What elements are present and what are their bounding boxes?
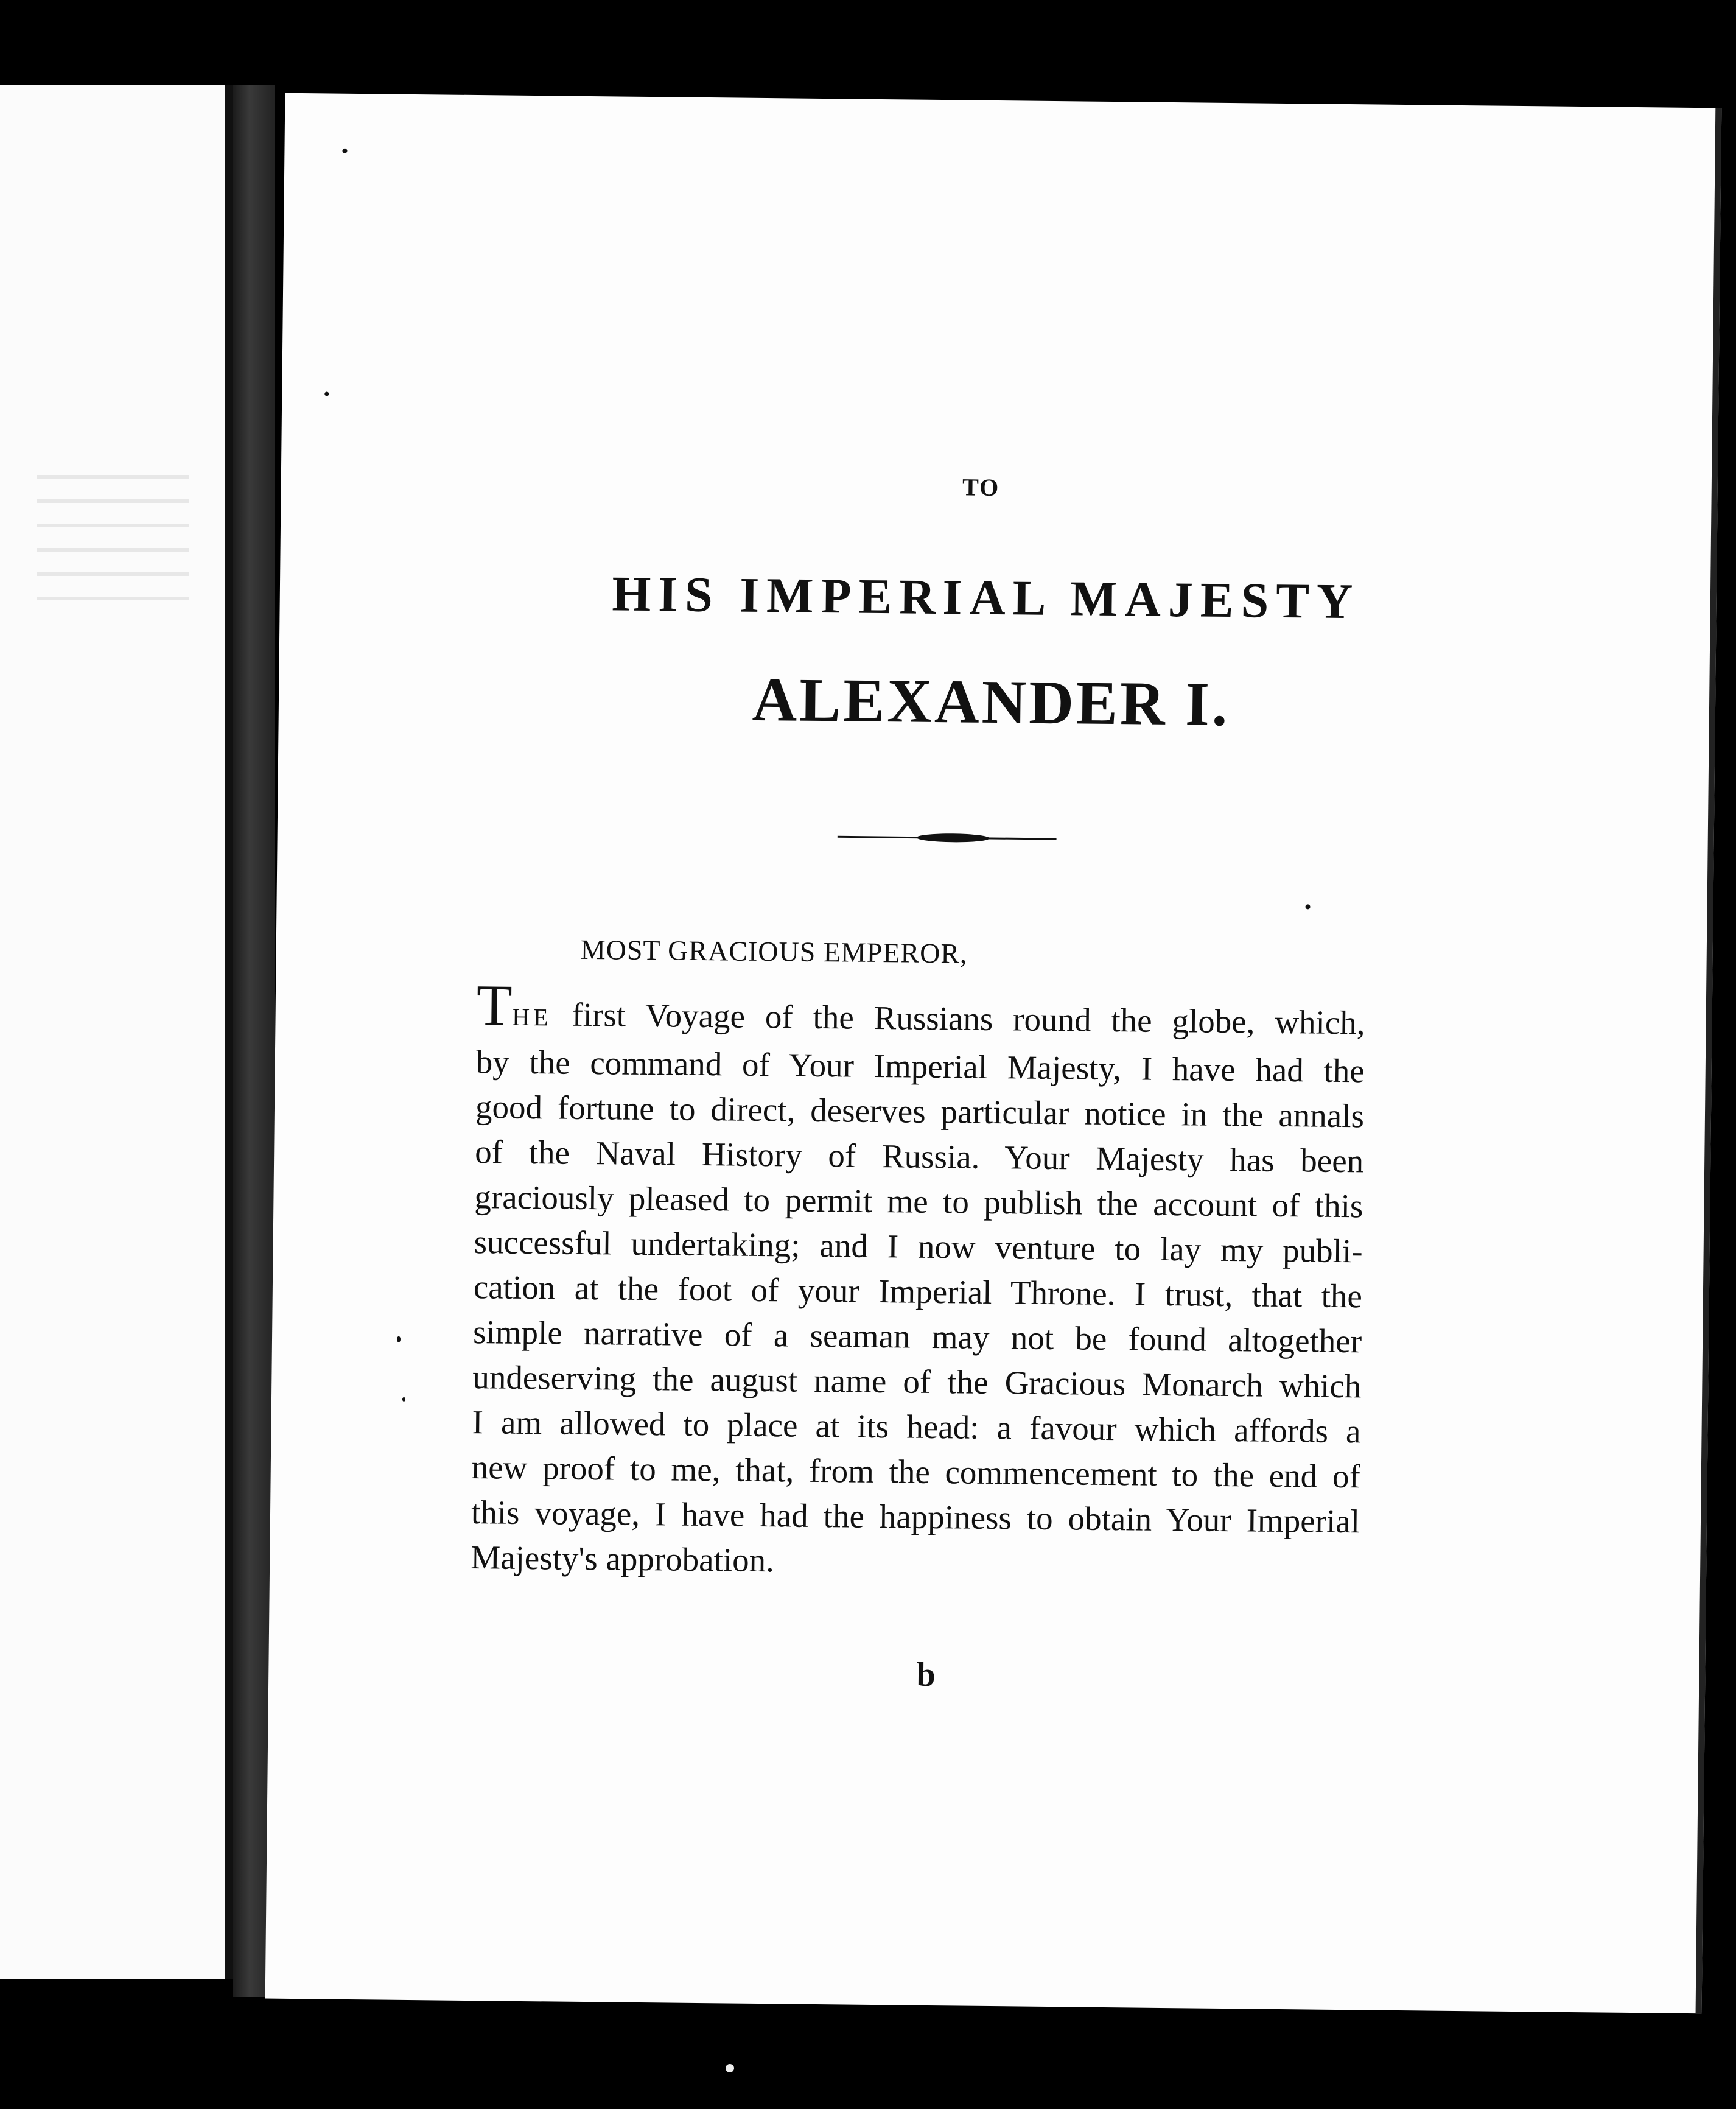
- drop-cap: T: [476, 972, 513, 1038]
- dedication-recipient: HIS IMPERIAL MAJESTY: [612, 566, 1360, 630]
- ornamental-rule: [838, 829, 1057, 846]
- body-line: this voyage, I have had the happiness to obtain Your Imperial: [471, 1493, 1360, 1540]
- signature-mark: b: [916, 1655, 936, 1694]
- paper-speck: [1306, 904, 1311, 909]
- body-line: of the Naval History of Russia. Your Majesty has been: [474, 1133, 1364, 1180]
- salutation: MOST GRACIOUS EMPEROR,: [580, 933, 968, 969]
- dedication-page: [265, 93, 1722, 2014]
- paper-speck: [342, 149, 347, 153]
- body-line: [476, 972, 1365, 1048]
- body-line: by the command of Your Imperial Majesty, I have had the: [475, 1043, 1365, 1090]
- body-line: good fortune to direct, deserves particular notice in the annals: [475, 1088, 1365, 1135]
- paper-speck: [397, 1336, 401, 1342]
- dedication-name: ALEXANDER I.: [752, 665, 1230, 740]
- dedication-body: [470, 972, 1365, 1589]
- dedication-to: TO: [962, 473, 1000, 502]
- body-line: new proof to me, that, from the commencement to the end of: [471, 1448, 1361, 1495]
- body-line-text: first Voyage of the Russians round the globe, which,: [551, 995, 1365, 1042]
- body-line: graciously pleased to permit me to publish the account of this: [474, 1178, 1363, 1225]
- bleed-through-text: [37, 475, 189, 609]
- body-line: simple narrative of a seaman may not be found altogether: [472, 1313, 1362, 1360]
- body-line: Majesty's approbation.: [470, 1539, 775, 1579]
- drop-cap-continuation: HE: [511, 1003, 552, 1031]
- scan-speck: [726, 2064, 734, 2072]
- body-line: undeserving the august name of the Gracious Monarch which: [472, 1358, 1362, 1405]
- body-line: successful undertaking; and I now venture to lay my publi-: [474, 1223, 1363, 1270]
- paper-speck: [324, 391, 329, 396]
- body-line: I am allowed to place at its head: a favour which affords a: [472, 1403, 1361, 1450]
- left-facing-page: [0, 85, 233, 1979]
- body-line: cation at the foot of your Imperial Throne. I trust, that the: [473, 1268, 1363, 1315]
- paper-speck: [402, 1397, 405, 1402]
